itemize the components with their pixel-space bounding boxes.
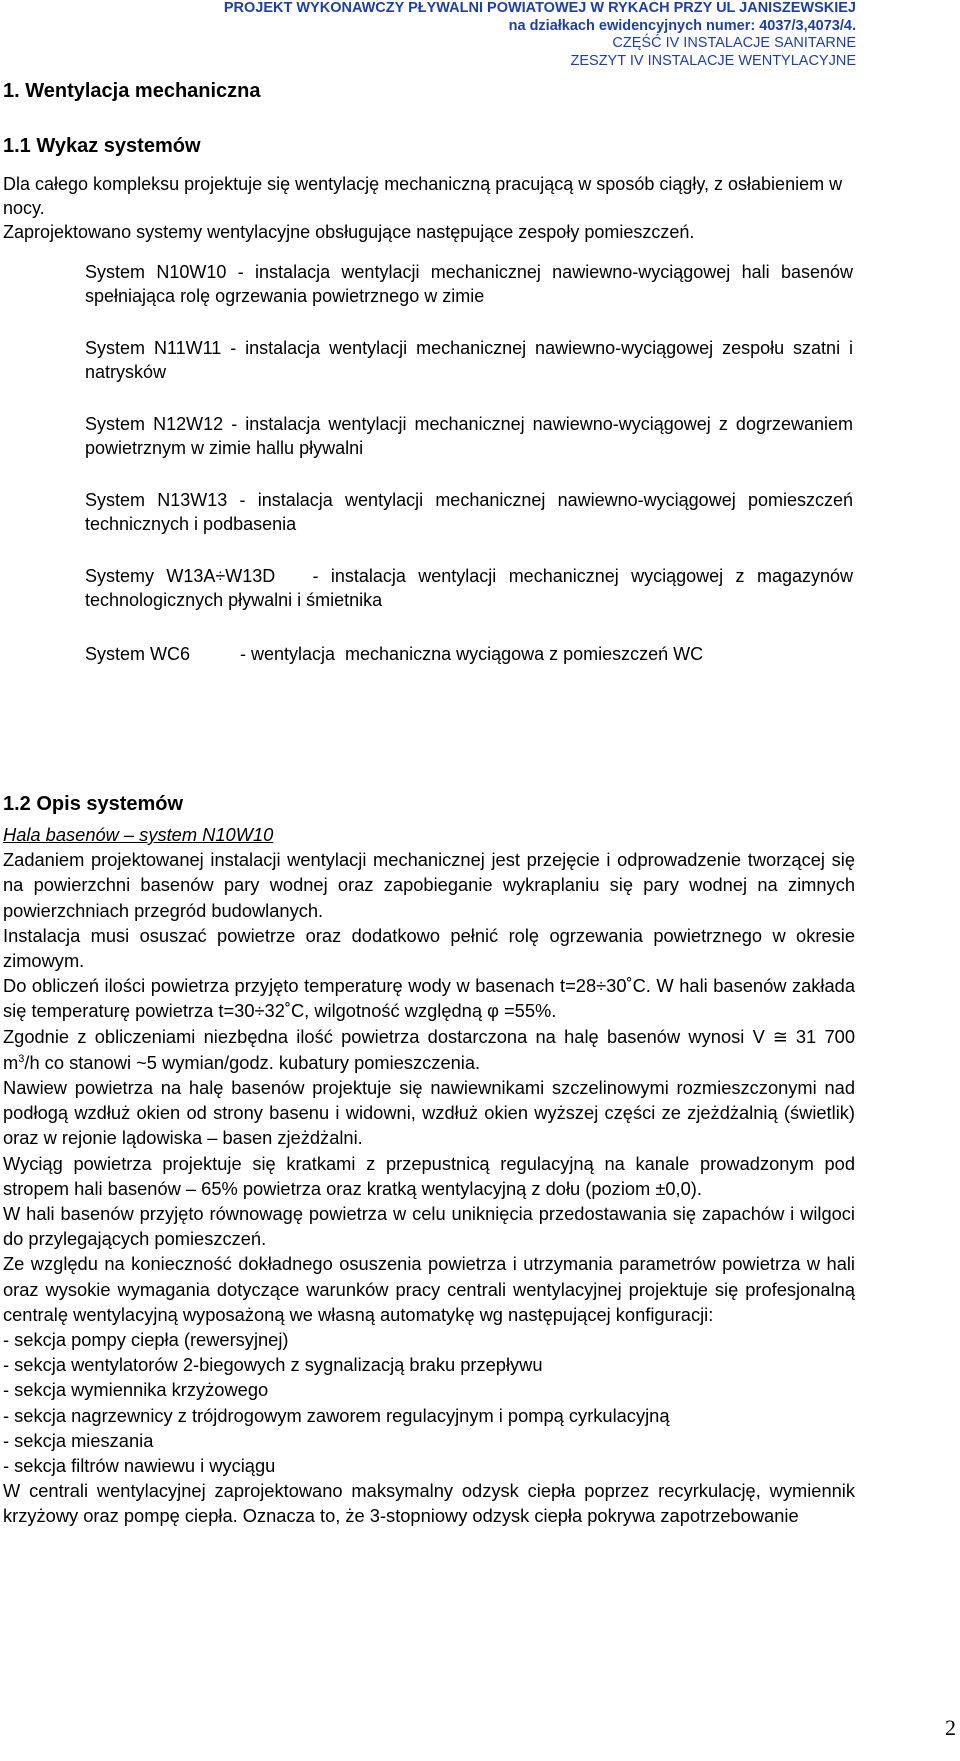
header-line-1: PROJEKT WYKONAWCZY PŁYWALNI POWIATOWEJ W RYKACH PRZY UL JANISZEWSKIEJ (223, 0, 856, 16)
paragraph: Nawiew powietrza na halę basenów projektuje się nawiewnikami szczelinowymi rozmieszczonymi nad podłogą wzdłuż okien od strony basenu i widowni, wzdłuż okien wyższej części ze zjeżdżalnią (świetlik) oraz w rejonie lądowiska – basen zjeżdżalni. (3, 1077, 855, 1149)
system-item: System N10W10 - instalacja wentylacji mechanicznej nawiewno-wyciągowej hali basenów spełniająca rolę ogrzewania powietrznego w zimie (85, 262, 853, 306)
system-wc6-name: System WC6 (85, 644, 191, 664)
system-item-wc6 (85, 642, 853, 666)
list-item: - sekcja pompy ciepła (rewersyjnej) (3, 1329, 289, 1351)
section-subtitle: Hala basenów – system N10W10 (3, 824, 274, 845)
header-line-2: na działkach ewidencyjnych numer: 4037/3,4073/4. (508, 17, 856, 34)
heading-1-2: 1.2 Opis systemów (3, 793, 184, 815)
list-item: - sekcja filtrów nawiewu i wyciągu (3, 1455, 276, 1477)
system-item: System N13W13 - instalacja wentylacji mechanicznej nawiewno-wyciągowej pomieszczeń technicznych i podbasenia (85, 490, 853, 534)
paragraph: W centrali wentylacyjnej zaprojektowano maksymalny odzysk ciepła poprzez recyrkulację, wymiennik krzyżowy oraz pompę ciepła. Oznacza to, że 3-stopniowy odzysk ciepła pokrywa zapotrzebowanie (3, 1480, 855, 1527)
list-item: - sekcja nagrzewnicy z trójdrogowym zaworem regulacyjnym i pompą cyrkulacyjną (3, 1404, 670, 1426)
intro-paragraph-2: Zaprojektowano systemy wentylacyjne obsługujące następujące zespoły pomieszczeń. (3, 222, 695, 242)
heading-1-1: 1.1 Wykaz systemów (3, 135, 201, 157)
system-item: Systemy W13A÷W13D - instalacja wentylacji mechanicznej wyciągowej z magazynów technologicznych pływalni i śmietnika (85, 566, 859, 610)
header-line-4: ZESZYT IV INSTALACJE WENTYLACYJNE (570, 52, 856, 69)
intro-paragraph-1: Dla całego kompleksu projektuje się wentylację mechaniczną pracującą w sposób ciągły, z osłabieniem w nocy. (3, 174, 843, 218)
paragraph-airflow: Zgodnie z obliczeniami niezbędna ilość powietrza dostarczona na halę basenów wynosi V ≅ 31 700 $m^3/h$ co stanowi ~5 wymian/godz. kubatury pomieszczenia. (3, 1025, 856, 1073)
paragraph: W hali basenów przyjęto równowagę powietrza w celu uniknięcia przedostawania się zapachów i wilgoci do przylegających pomieszczeń. (3, 1203, 855, 1250)
heading-1: 1. Wentylacja mechaniczna (3, 80, 261, 102)
system-item: System N11W11 - instalacja wentylacji mechanicznej nawiewno-wyciągowej zespołu szatni i natrysków (85, 338, 853, 382)
approx-equal-symbol: ≅ (772, 1026, 788, 1047)
page-number: 2 (945, 1715, 956, 1740)
paragraph: Instalacja musi osuszać powietrze oraz dodatkowo pełnić rolę ogrzewania powietrznego w okresie zimowym. (3, 924, 855, 972)
list-item: - sekcja wymiennika krzyżowego (3, 1379, 269, 1401)
paragraph: Zadaniem projektowanej instalacji wentylacji mechanicznej jest przejęcie i odprowadzenie tworzącej się na powierzchni basenów pary wodnej oraz zapobieganie wykraplaniu się pary wodnej na zimnych powierzchniach przegród budowlanych. (3, 849, 855, 921)
list-item: - sekcja wentylatorów 2-biegowych z sygnalizacją braku przepływu (3, 1354, 543, 1376)
list-item: - sekcja mieszania (3, 1429, 154, 1451)
system-wc6-text: - wentylacja mechaniczna wyciągowa z pomieszczeń WC (240, 644, 704, 664)
paragraph: Wyciąg powietrza projektuje się kratkami z przepustnicą regulacyjną na kanale prowadzonym pod stropem hali basenów – 65% powietrza oraz kratką wentylacyjną z dołu (poziom ±0,0). (3, 1152, 855, 1199)
paragraph: Do obliczeń ilości powietrza przyjęto temperaturę wody w basenach t=28÷30˚C. W hali basenów zakłada się temperaturę powietrza t=30÷32˚C, wilgotność względną φ =55%. (3, 975, 855, 1022)
description-body (3, 822, 855, 1529)
header-line-3: CZĘŚĆ IV INSTALACJE SANITARNE (612, 35, 856, 51)
paragraph: Ze względu na konieczność dokładnego osuszenia powietrza i utrzymania parametrów powietrza w hali oraz wysokie wymagania dotyczące warunków pracy centrali wentylacyjnej projektuje się profesjonalną centralę wentylacyjną wyposażoną we własną automatykę wg następującej konfiguracji: (3, 1253, 855, 1325)
document-header (224, 0, 856, 70)
system-item: System N12W12 - instalacja wentylacji mechanicznej nawiewno-wyciągowej z dogrzewaniem powietrznym w zimie hallu pływalni (85, 414, 853, 458)
intro-text (3, 172, 853, 244)
